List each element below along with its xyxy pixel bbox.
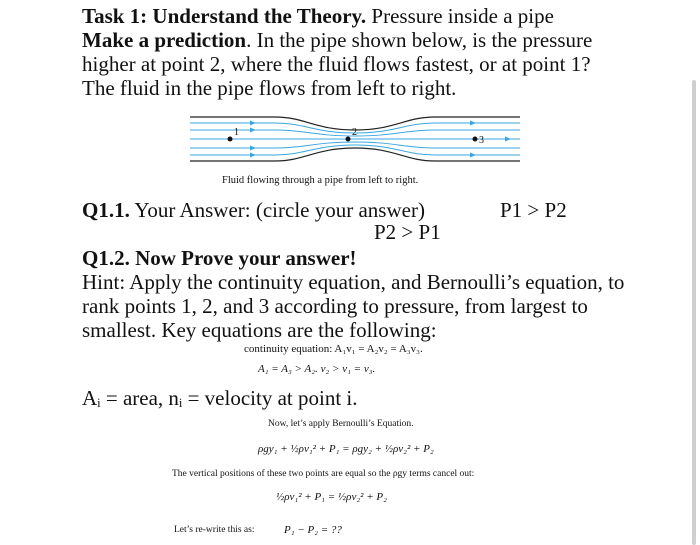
- hint-line-3: smallest. Key equations are the following:: [82, 318, 437, 342]
- flow-arrow-icon: [250, 121, 256, 126]
- point-3-label: 3: [479, 135, 484, 146]
- point-1-label: 1: [234, 127, 239, 138]
- continuity-equation: continuity equation: A₁v₁ = A₂v₂ = A₃v₃.: [244, 343, 423, 355]
- flow-arrow-icon: [250, 128, 256, 133]
- flow-arrow-icon: [505, 137, 511, 142]
- flow-arrow-icon: [250, 153, 256, 158]
- scrollbar[interactable]: [692, 80, 696, 545]
- flow-arrow-icon: [470, 153, 476, 158]
- point-2-dot: [346, 137, 351, 142]
- hint-line-2: rank points 1, 2, and 3 according to pressure, from largest to: [82, 294, 588, 318]
- answer-option-p2-gt-p1[interactable]: P2 > P1: [374, 220, 441, 244]
- question-line-4: The fluid in the pipe flows from left to right.: [82, 76, 457, 100]
- area-velocity-relations: A₁ = A₃ > A₂. v₂ > v₁ = v₃.: [258, 363, 376, 375]
- pipe-diagram: [190, 110, 520, 168]
- reduced-equation: ½ρv₁² + P₁ = ½ρv₂² + P₂: [276, 491, 387, 503]
- prediction-line: Make a prediction. In the pipe shown below, is the pressure: [82, 28, 593, 52]
- figure-caption: Fluid flowing through a pipe from left to right.: [222, 175, 419, 186]
- point-1-dot: [228, 137, 233, 142]
- flow-arrow-icon: [250, 146, 256, 151]
- task-heading: Task 1: Understand the Theory. Pressure inside a pipe: [82, 4, 554, 28]
- bernoulli-equation: ρgy₁ + ½ρv₁² + P₁ = ρgy₂ + ½ρv₂² + P₂: [258, 443, 434, 455]
- q11-question: Q1.1. Your Answer: (circle your answer): [82, 198, 425, 222]
- bernoulli-intro: Now, let’s apply Bernoulli’s Equation.: [268, 419, 414, 429]
- flow-arrow-icon: [470, 121, 476, 126]
- variable-definition: Aᵢ = area, nᵢ = velocity at point i.: [82, 386, 358, 410]
- point-2-label: 2: [352, 127, 357, 138]
- question-line-3: higher at point 2, where the fluid flows fastest, or at point 1?: [82, 52, 591, 76]
- rewrite-equation: P₁ − P₂ = ??: [284, 524, 342, 536]
- rewrite-label: Let’s re-write this as:: [174, 525, 255, 535]
- hint-line-1: Hint: Apply the continuity equation, and Bernoulli’s equation, to: [82, 270, 625, 294]
- q12-heading: Q1.2. Now Prove your answer!: [82, 246, 357, 270]
- point-3-dot: [473, 137, 478, 142]
- answer-option-p1-gt-p2[interactable]: P1 > P2: [500, 198, 567, 222]
- cancel-note: The vertical positions of these two points are equal so the ρgy terms cancel out:: [172, 469, 475, 479]
